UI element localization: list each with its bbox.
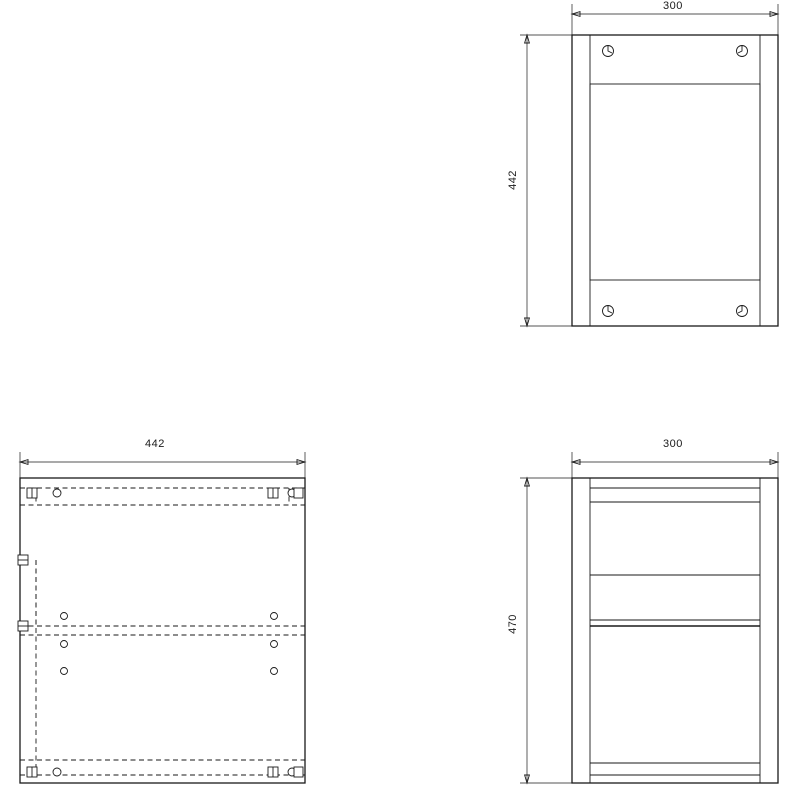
side-width-label: 300 — [663, 438, 683, 450]
plan-view-geometry — [0, 430, 340, 800]
front-elevation-view — [500, 0, 800, 360]
side-elevation-view — [500, 430, 800, 800]
height-dimension — [520, 35, 578, 326]
front-elevation-geometry — [500, 0, 800, 360]
side-elevation-geometry — [500, 430, 800, 800]
front-width-label: 300 — [663, 0, 683, 12]
plan-width-label: 442 — [145, 438, 165, 450]
side-height-label: 470 — [506, 614, 519, 634]
side-height-dimension — [520, 478, 578, 783]
plan-view — [0, 430, 340, 800]
front-height-label: 442 — [506, 170, 519, 190]
